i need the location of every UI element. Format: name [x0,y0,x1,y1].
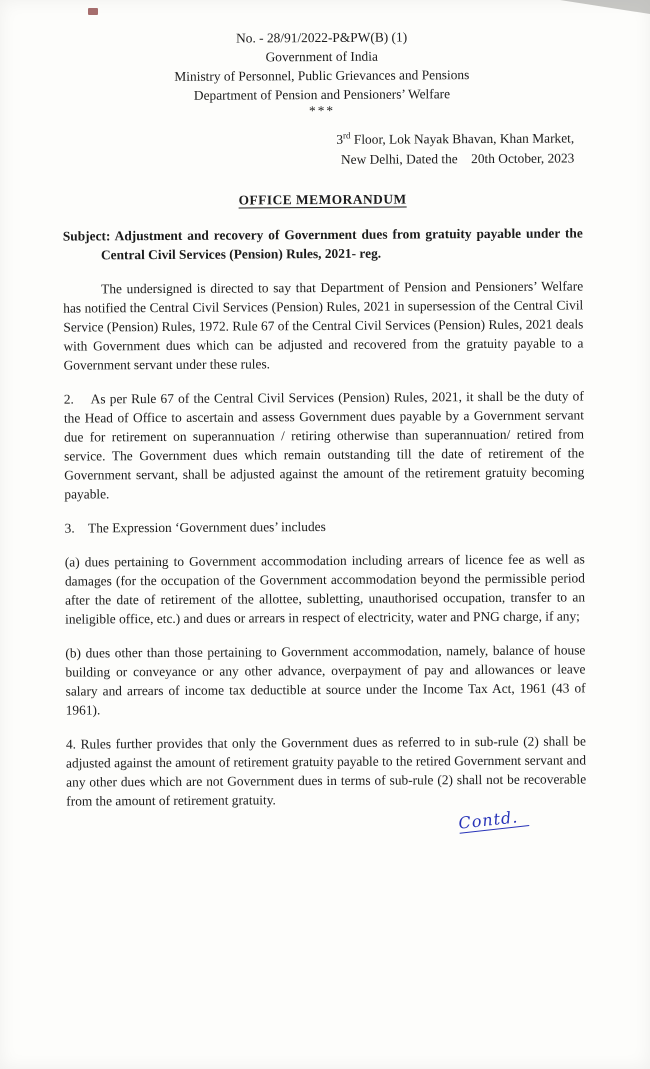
address-line-2 [62,148,574,171]
paragraph-1: The undersigned is directed to say that Department of Pension and Pensioners’ Welfare has notified the Central Civil Services (Pension) Rules, 2021 in supersession of the Central Civil Service (Pension) Rules, 1972. Rule 67 of the Central Civil Services (Pension) Rules, 2021 deals with Government dues which can be adjusted and recovered from the gratuity payable to a Government servant under these rules. [63,278,584,373]
floor-ordinal: rd [342,130,351,141]
memo-title [63,188,583,210]
scan-mark-artifact [88,8,98,15]
subject-line: Subject: Adjustment and recovery of Government dues from gratuity payable under the Central Civil Services (Pension) Rules, 2021- reg. [62,225,583,263]
floor-number: 3 [336,131,344,147]
dated-prefix: New Delhi, Dated the [340,151,458,167]
contd-text: Contd. [458,806,530,834]
date-gap [458,151,471,166]
address-block [62,128,582,171]
paragraph-2: 2. As per Rule 67 of the Central Civil Services (Pension) Rules, 2021, it shall be the duty of the Head of Office to ascertain and assess Government dues payable by a Government servant due for retirement on superannuation / retiring otherwise than superannuation/ retired from service. The Government dues which remain outstanding till the date of retirement of the Government servant, shall be adjusted against the amount of the retirement gratuity becoming payable. [63,388,585,502]
paragraph-3: 3. The Expression ‘Government dues’ includes [64,518,326,536]
handwritten-contd-note [66,807,528,833]
paragraph-3a: (a) dues pertaining to Government accommodation including arrears of licence fee as well as damages (for the occupation of the Government accommodation beyond the permissible period after the date of retirement of the allottee, subletting, unauthorised occupation, transfer to an ineligible office, etc.) and dues or arrears in respect of electricity, water and PNG charge, if any; [64,551,586,627]
ministry-line: Ministry of Personnel, Public Grievances and Pensions [174,67,470,84]
reference-number: No. - 28/91/2022-P&PW(B) (1) [236,29,408,46]
memo-date: 20th October, 2023 [471,150,575,167]
scan-corner-artifact [560,0,650,14]
department-line: Department of Pension and Pensioners’ Welfare [193,86,451,103]
separator-stars: *** [308,102,336,119]
paragraph-4: 4. Rules further provides that only the Government dues as referred to in sub-rule (2) shall be adjusted against the amount of retirement gratuity payable to the retired Government servant and any other dues which are not Government dues in terms of sub-rule (2) shall not be recoverable from the amount of retirement gratuity. [65,733,587,809]
government-line: Government of India [265,48,378,65]
memo-title-text: OFFICE MEMORANDUM [238,191,407,208]
memo-content [62,26,587,832]
paragraph-3b: (b) dues other than those pertaining to Government accommodation, namely, balance of house building or conveyance or any other advance, overpayment of pay and allowances or leave salary and arrears of income tax deductible at source under the Income Tax Act, 1961 (43 of 1961). [65,642,586,718]
letterhead [62,26,583,119]
address-rest: Floor, Lok Nayak Bhavan, Khan Market, [350,130,575,147]
